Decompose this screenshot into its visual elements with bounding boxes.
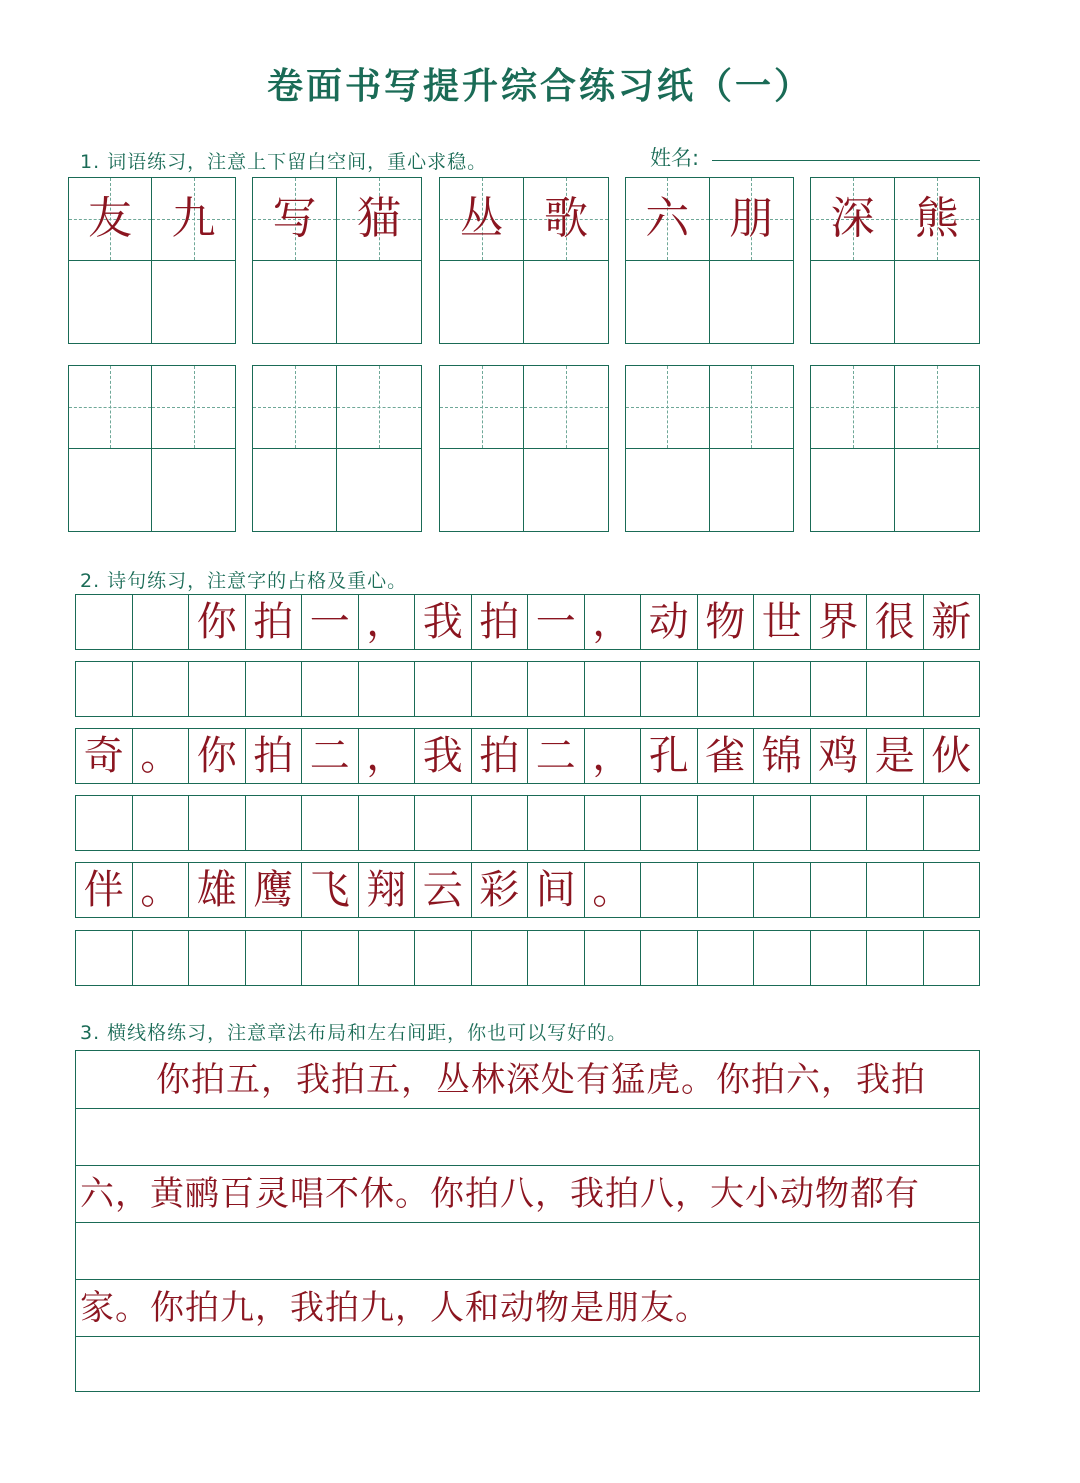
poem-character: ， (359, 729, 416, 783)
writing-line (76, 1222, 979, 1223)
word-grid-sample (625, 177, 794, 344)
grid-cell (895, 178, 979, 261)
grid-cell (811, 261, 895, 344)
grid-cell (152, 449, 235, 532)
sample-character: 写 (272, 192, 317, 244)
poem-character: 彩 (472, 863, 529, 917)
grid-cell (440, 449, 524, 532)
page-title: 卷面书写提升综合练习纸（一） (266, 65, 813, 107)
grid-cell (440, 366, 524, 449)
poem-empty-cell[interactable] (472, 931, 529, 985)
grid-cell (69, 261, 152, 344)
grid-cell (811, 449, 895, 532)
poem-character: 飞 (302, 863, 359, 917)
poem-empty-cell[interactable] (641, 662, 698, 716)
grid-cell (337, 449, 421, 532)
poem-row (75, 661, 980, 717)
poem-empty-cell[interactable] (359, 931, 416, 985)
poem-empty-cell[interactable] (302, 931, 359, 985)
poem-empty-cell[interactable] (359, 662, 416, 716)
word-grid-practice[interactable] (68, 365, 236, 532)
poem-empty-cell[interactable] (359, 796, 416, 850)
poem-row (75, 862, 980, 918)
grid-cell (626, 178, 710, 261)
grid-cell (524, 366, 608, 449)
sample-character: 深 (830, 192, 875, 244)
poem-character: 我 (415, 595, 472, 649)
poem-empty-cell[interactable] (641, 796, 698, 850)
poem-character: 伙 (931, 733, 972, 779)
poem-character: 雀 (698, 729, 755, 783)
poem-character: 你 (189, 729, 246, 783)
poem-character: 很 (867, 595, 924, 649)
grid-cell (440, 261, 524, 344)
poem-character: 锦 (754, 729, 811, 783)
sample-character: 朋 (729, 192, 774, 244)
poem-character: 鹰 (246, 863, 303, 917)
poem-empty-cell[interactable] (641, 931, 698, 985)
poem-character: 。 (133, 729, 190, 783)
grid-cell (440, 178, 524, 261)
grid-cell (253, 261, 337, 344)
grid-cell (626, 366, 710, 449)
grid-cell (152, 178, 235, 261)
grid-cell (811, 366, 895, 449)
poem-character: 翔 (359, 863, 416, 917)
poem-character: 一 (302, 595, 359, 649)
poem-character: 一 (528, 595, 585, 649)
grid-cell (710, 449, 794, 532)
poem-empty-cell[interactable] (698, 662, 755, 716)
poem-empty-cell[interactable] (867, 662, 924, 716)
poem-empty-cell[interactable] (528, 796, 585, 850)
poem-character: 新 (931, 599, 972, 645)
poem-empty-cell[interactable] (698, 931, 755, 985)
grid-cell (626, 261, 710, 344)
poem-empty-cell[interactable] (754, 931, 811, 985)
grid-cell (524, 261, 608, 344)
poem-character: 鸡 (811, 729, 868, 783)
grid-cell (69, 178, 152, 261)
word-grid-practice[interactable] (439, 365, 609, 532)
poem-empty-cell[interactable] (302, 662, 359, 716)
handwritten-line: 你拍五，我拍五，丛林深处有猛虎。你拍六，我拍 (156, 1060, 926, 1100)
lined-practice-area (75, 1050, 980, 1392)
poem-empty-cell[interactable] (246, 662, 303, 716)
poem-character: ， (359, 595, 416, 649)
poem-character: 界 (811, 595, 868, 649)
word-grid-sample (439, 177, 609, 344)
poem-character: 雄 (189, 863, 246, 917)
poem-empty-cell[interactable] (415, 662, 472, 716)
poem-character: 拍 (472, 595, 529, 649)
poem-empty-cell[interactable] (924, 931, 980, 985)
poem-character: 拍 (246, 595, 303, 649)
sample-character: 熊 (915, 192, 959, 244)
word-grid-sample (810, 177, 980, 344)
poem-empty-cell[interactable] (754, 863, 811, 917)
word-grid-practice[interactable] (252, 365, 422, 532)
grid-cell (895, 261, 979, 344)
grid-cell (811, 178, 895, 261)
handwritten-line: 家。你拍九，我拍九，人和动物是朋友。 (80, 1288, 710, 1328)
grid-cell (626, 449, 710, 532)
poem-character: 间 (528, 863, 585, 917)
writing-line (76, 1108, 979, 1109)
poem-empty-cell[interactable] (302, 796, 359, 850)
word-grid-sample (68, 177, 236, 344)
poem-empty-cell[interactable] (698, 863, 755, 917)
poem-empty-cell[interactable] (924, 863, 980, 917)
poem-empty-cell[interactable] (754, 662, 811, 716)
sample-character: 六 (645, 192, 690, 244)
poem-character: 伴 (76, 863, 133, 917)
grid-cell (710, 366, 794, 449)
poem-character: 世 (754, 595, 811, 649)
poem-character: ， (585, 595, 642, 649)
poem-empty-cell[interactable] (76, 796, 133, 850)
poem-empty-cell[interactable] (811, 931, 868, 985)
poem-empty-cell[interactable] (867, 931, 924, 985)
poem-empty-cell[interactable] (867, 796, 924, 850)
grid-cell (710, 261, 794, 344)
poem-empty-cell[interactable] (246, 931, 303, 985)
grid-cell (337, 178, 421, 261)
grid-cell (337, 261, 421, 344)
poem-character: 二 (302, 729, 359, 783)
grid-cell (253, 178, 337, 261)
poem-row (75, 728, 980, 784)
poem-character: 二 (528, 729, 585, 783)
writing-line (76, 1165, 979, 1166)
sample-character: 猫 (357, 192, 401, 244)
poem-empty-cell[interactable] (811, 662, 868, 716)
poem-empty-cell[interactable] (189, 796, 246, 850)
poem-empty-cell[interactable] (528, 662, 585, 716)
poem-character: 我 (415, 729, 472, 783)
handwritten-line: 六，黄鹂百灵唱不休。你拍八，我拍八，大小动物都有 (80, 1174, 920, 1214)
poem-row (75, 930, 980, 986)
poem-empty-cell[interactable] (924, 796, 980, 850)
poem-empty-cell[interactable] (76, 931, 133, 985)
poem-empty-cell[interactable] (133, 931, 190, 985)
grid-cell (253, 366, 337, 449)
grid-cell (69, 366, 152, 449)
poem-empty-cell[interactable] (641, 863, 698, 917)
sample-character: 九 (171, 192, 216, 244)
poem-row (75, 795, 980, 851)
section3-heading: 3. 横线格练习，注意章法布局和左右间距，你也可以写好的。 (80, 1022, 628, 1044)
poem-empty-cell[interactable] (133, 796, 190, 850)
poem-character: ， (585, 729, 642, 783)
poem-empty-cell[interactable] (811, 796, 868, 850)
poem-empty-cell[interactable] (415, 931, 472, 985)
poem-character: 奇 (76, 729, 133, 783)
grid-cell (69, 449, 152, 532)
poem-character: 孔 (641, 729, 698, 783)
word-grid-practice[interactable] (625, 365, 794, 532)
grid-cell (337, 366, 421, 449)
writing-line (76, 1279, 979, 1280)
sample-character: 丛 (459, 192, 504, 244)
name-input-line[interactable] (712, 160, 980, 161)
poem-empty-cell[interactable] (754, 796, 811, 850)
section2-heading: 2. 诗句练习，注意字的占格及重心。 (80, 570, 408, 592)
word-grid-practice[interactable] (810, 365, 980, 532)
poem-empty-cell[interactable] (76, 595, 133, 649)
grid-cell (253, 449, 337, 532)
poem-empty-cell[interactable] (811, 863, 868, 917)
poem-character: 拍 (246, 729, 303, 783)
poem-character: 。 (133, 863, 190, 917)
grid-cell (524, 449, 608, 532)
poem-empty-cell[interactable] (472, 796, 529, 850)
poem-empty-cell[interactable] (189, 662, 246, 716)
poem-character: 是 (867, 729, 924, 783)
grid-cell (710, 178, 794, 261)
poem-empty-cell[interactable] (415, 796, 472, 850)
sample-character: 歌 (544, 192, 588, 244)
sample-character: 友 (88, 192, 132, 244)
grid-cell (895, 449, 979, 532)
grid-cell (152, 366, 235, 449)
poem-empty-cell[interactable] (924, 662, 980, 716)
section1-heading: 1. 词语练习，注意上下留白空间，重心求稳。 (80, 151, 488, 173)
grid-cell (152, 261, 235, 344)
poem-empty-cell[interactable] (133, 662, 190, 716)
poem-empty-cell[interactable] (76, 662, 133, 716)
poem-empty-cell[interactable] (246, 796, 303, 850)
poem-empty-cell[interactable] (585, 796, 642, 850)
poem-empty-cell[interactable] (585, 931, 642, 985)
poem-empty-cell[interactable] (133, 595, 190, 649)
poem-row (75, 594, 980, 650)
poem-character: 拍 (472, 729, 529, 783)
poem-empty-cell[interactable] (472, 662, 529, 716)
word-grid-sample (252, 177, 422, 344)
poem-character: 。 (585, 863, 642, 917)
poem-empty-cell[interactable] (585, 662, 642, 716)
name-label: 姓名: (650, 146, 700, 170)
grid-cell (524, 178, 608, 261)
poem-character: 云 (415, 863, 472, 917)
poem-character: 动 (641, 595, 698, 649)
poem-empty-cell[interactable] (867, 863, 924, 917)
grid-cell (895, 366, 979, 449)
poem-character: 物 (698, 595, 755, 649)
poem-empty-cell[interactable] (189, 931, 246, 985)
poem-character: 你 (189, 595, 246, 649)
poem-empty-cell[interactable] (698, 796, 755, 850)
writing-line (76, 1336, 979, 1337)
poem-empty-cell[interactable] (528, 931, 585, 985)
